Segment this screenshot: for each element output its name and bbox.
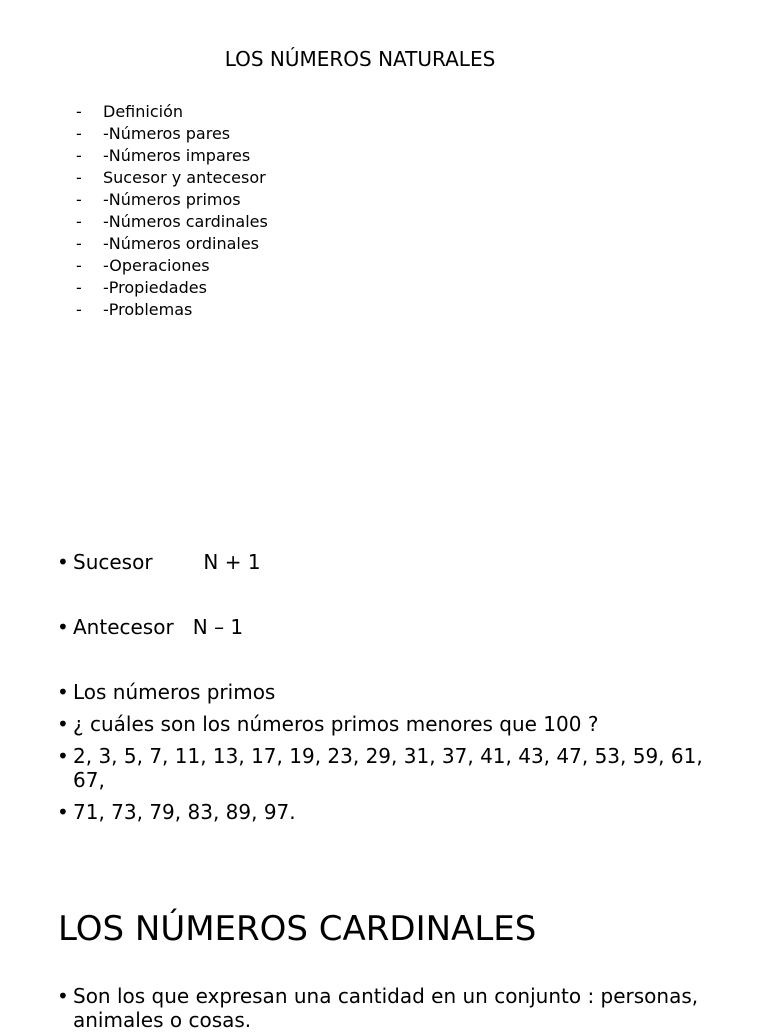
list-item-label: Definición xyxy=(103,102,183,121)
bullet-marker: • xyxy=(57,550,69,574)
dash-marker: - xyxy=(76,168,82,187)
bullet-item xyxy=(57,550,707,574)
dash-marker: - xyxy=(76,102,82,121)
bullet-text: Sucesor N + 1 xyxy=(73,550,261,574)
list-item-label: -Números primos xyxy=(103,190,241,209)
list-item-label: -Operaciones xyxy=(103,256,210,275)
dash-marker: - xyxy=(76,212,82,231)
bullet-text: 71, 73, 79, 83, 89, 97. xyxy=(73,800,296,824)
list-item xyxy=(76,255,268,277)
bullet-item xyxy=(57,984,707,1032)
bullet-marker: • xyxy=(57,680,69,704)
bullet-item xyxy=(57,615,707,639)
list-item xyxy=(76,233,268,255)
dash-marker: - xyxy=(76,256,82,275)
dash-marker: - xyxy=(76,124,82,143)
dash-marker: - xyxy=(76,146,82,165)
bullet-list xyxy=(57,984,707,1032)
list-item-label: -Problemas xyxy=(103,300,193,319)
dash-marker: - xyxy=(76,300,82,319)
bullet-marker: • xyxy=(57,984,69,1008)
list-item-label: -Números cardinales xyxy=(103,212,268,231)
list-item-label: -Propiedades xyxy=(103,278,207,297)
bullet-item xyxy=(57,800,707,824)
list-item xyxy=(76,211,268,233)
list-item xyxy=(76,123,268,145)
bullet-item xyxy=(57,680,707,704)
bullet-text: Los números primos xyxy=(73,680,276,704)
bullet-item xyxy=(57,744,707,792)
list-item-label: -Números pares xyxy=(103,124,231,143)
list-item xyxy=(76,299,268,321)
list-item-label: -Números ordinales xyxy=(103,234,260,253)
bullet-marker: • xyxy=(57,744,69,768)
bullet-text: Antecesor N – 1 xyxy=(73,615,244,639)
list-item-label: Sucesor y antecesor xyxy=(103,168,266,187)
bullet-text: ¿ cuáles son los números primos menores que 100 ? xyxy=(73,712,599,736)
section-title: LOS NÚMEROS CARDINALES xyxy=(58,909,537,949)
list-item xyxy=(76,277,268,299)
list-item-label: -Números impares xyxy=(103,146,251,165)
bullet-item xyxy=(57,712,707,736)
list-item xyxy=(76,101,268,123)
bullet-marker: • xyxy=(57,712,69,736)
dash-marker: - xyxy=(76,278,82,297)
slide-title: LOS NÚMEROS NATURALES xyxy=(224,47,496,71)
bullet-list xyxy=(57,550,707,824)
dash-marker: - xyxy=(76,190,82,209)
bullet-text: 2, 3, 5, 7, 11, 13, 17, 19, 23, 29, 31, 37, 41, 43, 47, 53, 59, 61, 67, xyxy=(73,744,703,792)
bullet-marker: • xyxy=(57,800,69,824)
list-item xyxy=(76,167,268,189)
dash-marker: - xyxy=(76,234,82,253)
bullet-text: Son los que expresan una cantidad en un conjunto : personas, animales o cosas. xyxy=(73,984,699,1032)
list-item xyxy=(76,145,268,167)
topic-list xyxy=(76,101,268,321)
list-item xyxy=(76,189,268,211)
bullet-marker: • xyxy=(57,615,69,639)
